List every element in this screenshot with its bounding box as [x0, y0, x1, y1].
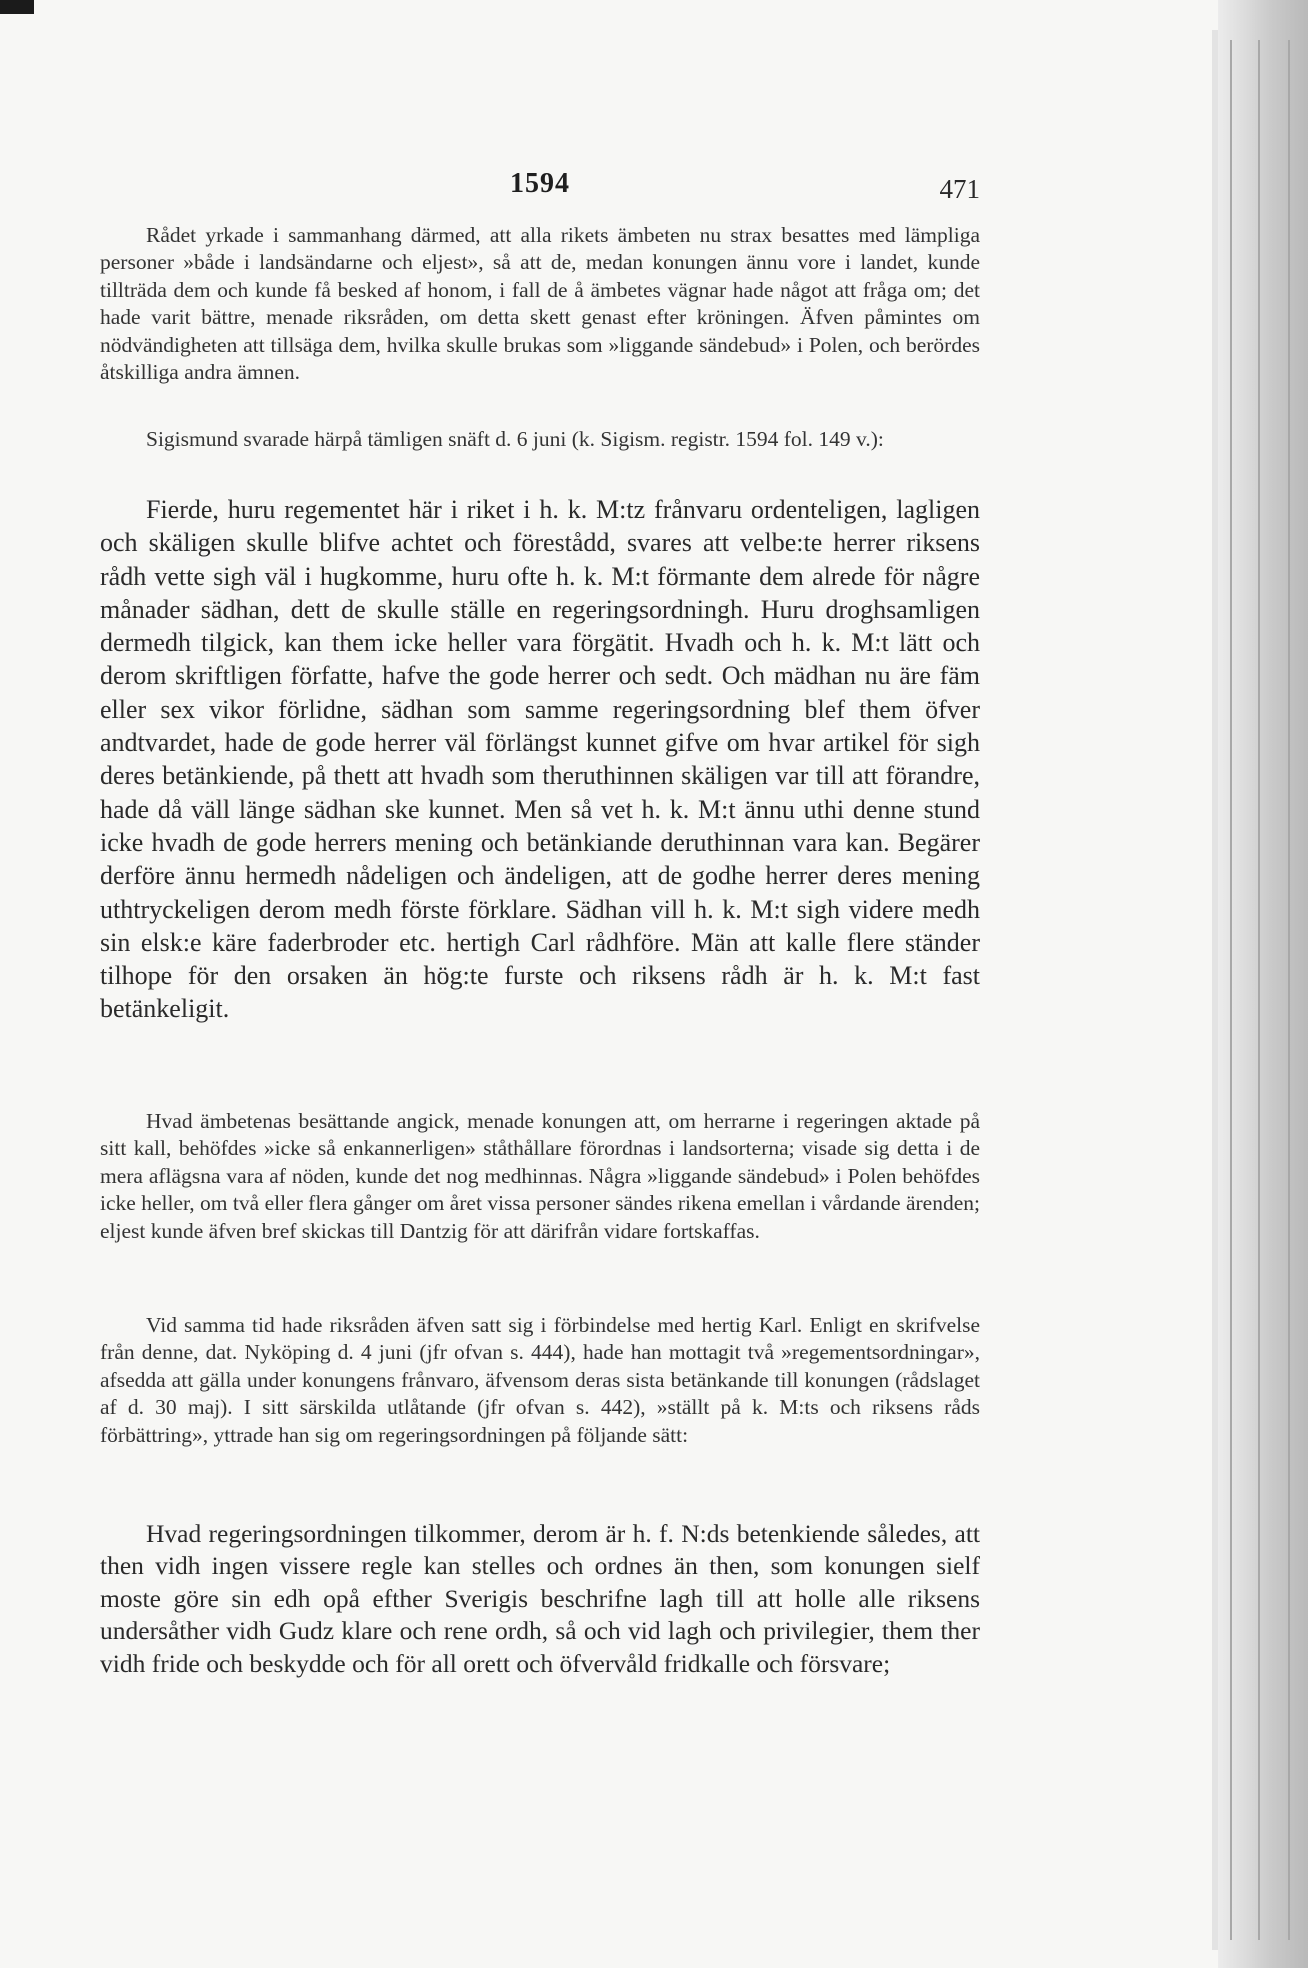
- paragraph-text: Rådet yrkade i sammanhang därmed, att alla rikets ämbeten nu strax besattes med lämpliga personer »både i landsändarne och eljest», så att de, medan konungen ännu vore i landet, kunde tillträda dem och kunde få besked af honom, i fall de å ämbetes vägnar hade något att fråga om; det hade varit bättre, menade riksråden, om detta skett genast efter kröningen. Äfven påmintes om nödvändigheten att tillsäga dem, hvilka skulle brukas som »liggande sändebud» i Polen, och berördes åtskilliga andra ämnen.: [100, 223, 980, 385]
- quote-king-reply: [100, 493, 980, 1026]
- paragraph-text: Fierde, huru regementet här i riket i h. k. M:tz frånvaru ordenteligen, lagligen och skäligen skulle blifve achtet och förestådd, svares att velbe:te herrer riksens rådh vette sigh väl i hugkomme, huru ofte h. k. M:t förmante dem alrede för någre månader sädhan, dett de skulle ställe en regeringsordningh. Huru droghsamligen dermedh tilgick, kan them icke heller vara förgätit. Hvadh och h. k. M:t lätt och derom skriftligen författe, hafve the gode herrer och sedt. Och mädhan nu äre fäm eller sex vikor förlidne, sädhan som samme regeringsordning blef them öfver andtvardet, hade de gode herrer väl förlängst kunnet gifve om hvar artikel för sigh deres betänkiende, på thett att hvadh som theruthinnen skäligen var till att förandre, hade då väll länge sädhan ske kunnet. Men så vet h. k. M:t ännu uthi denne stund icke hvadh de gode herrers mening och betänkiande deruthinnan vara kan. Begärer derföre ännu hermedh nådeligen och ändeligen, att de godhe herrer deres mening uthtryckeligen derom medh förste förklare. Sädhan vill h. k. M:t sigh videre medh sin elsk:e käre faderbroder etc. hertigh Carl rådhföre. Män att kalle flere ständer tilhope för den orsaken än hög:te furste och riksens rådh är h. k. M:t fast betänkeligit.: [100, 495, 980, 1024]
- spine-line: [1288, 40, 1290, 1940]
- paragraph-sigismund-reply-intro: [100, 426, 980, 453]
- paragraph-council-demand: [100, 222, 980, 386]
- paragraph-text: Vid samma tid hade riksråden äfven satt sig i förbindelse med hertig Karl. Enligt en skrifvelse från denne, dat. Nyköping d. 4 juni (jfr ofvan s. 444), hade han mottagit två »regementsordningar», afsedda att gälla under konungens frånvaro, äfvensom deras sista betänkande till konungen (rådslaget af d. 30 maj). I sitt särskilda utlåtande (jfr ofvan s. 442), »ställt på k. M:ts och riksens råds förbättring», yttrade han sig om regeringsordningen på följande sätt:: [100, 1313, 980, 1447]
- quote-duke-opinion: [100, 1518, 980, 1680]
- spine-line: [1258, 40, 1260, 1940]
- spine-line: [1230, 40, 1232, 1940]
- page-header: [100, 168, 980, 208]
- paragraph-text: Hvad regeringsordningen tilkommer, derom är h. f. N:ds betenkiende således, att then vidh ingen vissere regle kan stelles och ordnes än then, som konungen sielf moste göre sin edh opå efther Sverigis beschrifne lagh till att holle alle riksens undersåther vidh Gudz klare och rene ordh, så och vid lagh och privilegier, them ther vidh fride och beskydde och för all orett och öfvervåld fridkalle och försvare;: [100, 1519, 980, 1678]
- scan-corner-mark: [0, 0, 34, 14]
- paragraph-text: Sigismund svarade härpå tämligen snäft d. 6 juni (k. Sigism. registr. 1594 fol. 149 v.):: [146, 427, 884, 451]
- paragraph-duke-karl: [100, 1312, 980, 1449]
- page-number: 471: [939, 174, 980, 204]
- running-head-year: 1594: [510, 168, 570, 199]
- paragraph-offices: [100, 1108, 980, 1245]
- paragraph-text: Hvad ämbetenas besättande angick, menade konungen att, om herrarne i regeringen aktade på sitt kall, behöfdes »icke så enkannerligen» ståthållare förordnas i landsorterna; visade sig detta i de mera aflägsna vara af nöden, kunde det nog medhinnas. Några »liggande sändebud» i Polen behöfdes icke heller, om två eller flera gånger om året vissa personer sändes rikena emellan i vårdande ärenden; eljest kunde äfven bref skickas till Dantzig för att därifrån vidare fortskaffas.: [100, 1109, 980, 1243]
- book-spine-shadow: [1218, 0, 1308, 1968]
